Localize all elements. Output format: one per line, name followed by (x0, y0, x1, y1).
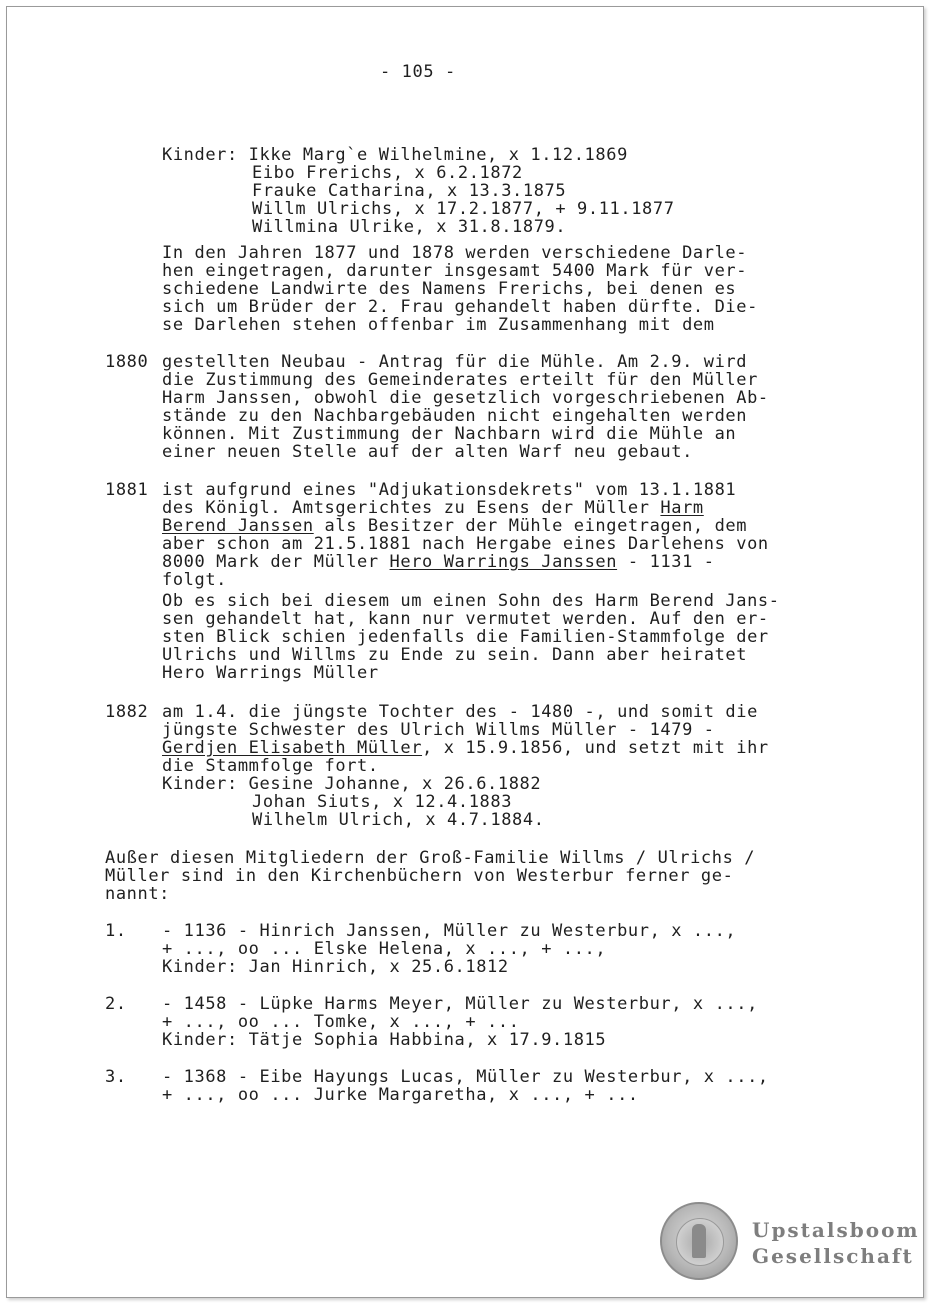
text-line: die Stammfolge fort. (162, 756, 379, 776)
list-number: 1. (105, 921, 127, 941)
text-line: Johan Siuts, x 12.4.1883 (252, 792, 513, 812)
text-line: Kinder: Gesine Johanne, x 26.6.1882 (162, 774, 542, 794)
brand-name-line2: Gesellschaft (752, 1244, 914, 1268)
year-marker: 1881 (105, 480, 149, 500)
text-line: sich um Brüder der 2. Frau gehandelt haben dürfte. Die- (162, 297, 758, 317)
text-line: sen gehandelt hat, kann nur vermutet werden. Auf den er- (162, 609, 769, 629)
text-line: In den Jahren 1877 und 1878 werden verschiedene Darle- (162, 243, 748, 263)
text-line: schiedene Landwirte des Namens Frerichs, bei denen es (162, 279, 737, 299)
text-line: Ob es sich bei diesem um einen Sohn des Harm Berend Jans- (162, 591, 780, 611)
text-line: - 1136 - Hinrich Janssen, Müller zu Westerbur, x ..., (162, 921, 737, 941)
text-line: se Darlehen stehen offenbar im Zusammenhang mit dem (162, 315, 715, 335)
text-line: Eibo Frerichs, x 6.2.1872 (252, 163, 523, 183)
text-line: Harm Janssen, obwohl die gesetzlich vorgeschriebenen Ab- (162, 388, 769, 408)
underlined-name: Gerdjen Elisabeth Müller (162, 738, 423, 758)
text-line: nannt: (105, 884, 171, 904)
text-line: Hero Warrings Müller (162, 663, 379, 683)
text-line: Ulrichs und Willms zu Ende zu sein. Dann aber heiratet (162, 645, 748, 665)
text-line: die Zustimmung des Gemeinderates erteilt für den Müller (162, 370, 758, 390)
text-line: 8000 Mark der Müller Hero Warrings Janssen - 1131 - (162, 552, 715, 572)
tree-icon (692, 1224, 706, 1258)
year-marker: 1882 (105, 702, 149, 722)
text-line: gestellten Neubau - Antrag für die Mühle. Am 2.9. wird (162, 352, 748, 372)
page-number: - 105 - (380, 62, 456, 82)
text-line: Kinder: Ikke Marg`e Wilhelmine, x 1.12.1869 (162, 145, 628, 165)
text-line: des Königl. Amtsgerichtes zu Esens der Müller Harm (162, 498, 704, 518)
underlined-name: Berend Janssen (162, 516, 314, 536)
text-line: Frauke Catharina, x 13.3.1875 (252, 181, 567, 201)
text-line: + ..., oo ... Tomke, x ..., + ... (162, 1012, 520, 1032)
underlined-name: Hero Warrings Janssen (389, 552, 618, 572)
text-line: am 1.4. die jüngste Tochter des - 1480 -, und somit die (162, 702, 758, 722)
text-line: Gerdjen Elisabeth Müller, x 15.9.1856, und setzt mit ihr (162, 738, 769, 758)
brand-name-line1: Upstalsboom (752, 1218, 920, 1242)
text-line: Wilhelm Ulrich, x 4.7.1884. (252, 810, 545, 830)
text-line: hen eingetragen, darunter insgesamt 5400 Mark für ver- (162, 261, 748, 281)
text-line: Berend Janssen als Besitzer der Mühle eingetragen, dem (162, 516, 748, 536)
text-line: folgt. (162, 570, 228, 590)
text-line: Kinder: Jan Hinrich, x 25.6.1812 (162, 957, 509, 977)
text-line: Müller sind in den Kirchenbüchern von Westerbur ferner ge- (105, 866, 734, 886)
text-line: Willm Ulrichs, x 17.2.1877, + 9.11.1877 (252, 199, 675, 219)
text-line: können. Mit Zustimmung der Nachbarn wird die Mühle an (162, 424, 737, 444)
text-line: Kinder: Tätje Sophia Habbina, x 17.9.1815 (162, 1030, 607, 1050)
society-seal-icon (660, 1202, 738, 1280)
text-line: stände zu den Nachbargebäuden nicht eingehalten werden (162, 406, 748, 426)
text-line: Außer diesen Mitgliedern der Groß-Familie Willms / Ulrichs / (105, 848, 756, 868)
underlined-name: Harm (660, 498, 704, 518)
text-line: aber schon am 21.5.1881 nach Hergabe eines Darlehens von (162, 534, 769, 554)
list-number: 2. (105, 994, 127, 1014)
text-line: einer neuen Stelle auf der alten Warf neu gebaut. (162, 442, 693, 462)
text-line: + ..., oo ... Jurke Margaretha, x ..., + ... (162, 1085, 639, 1105)
text-line: - 1368 - Eibe Hayungs Lucas, Müller zu Westerbur, x ..., (162, 1067, 769, 1087)
text-line: Willmina Ulrike, x 31.8.1879. (252, 217, 567, 237)
text-line: sten Blick schien jedenfalls die Familien-Stammfolge der (162, 627, 769, 647)
text-line: ist aufgrund eines "Adjukationsdekrets" vom 13.1.1881 (162, 480, 737, 500)
year-marker: 1880 (105, 352, 149, 372)
list-number: 3. (105, 1067, 127, 1087)
text-line: jüngste Schwester des Ulrich Willms Müller - 1479 - (162, 720, 715, 740)
text-line: + ..., oo ... Elske Helena, x ..., + ..., (162, 939, 607, 959)
text-line: - 1458 - Lüpke Harms Meyer, Müller zu Westerbur, x ..., (162, 994, 758, 1014)
